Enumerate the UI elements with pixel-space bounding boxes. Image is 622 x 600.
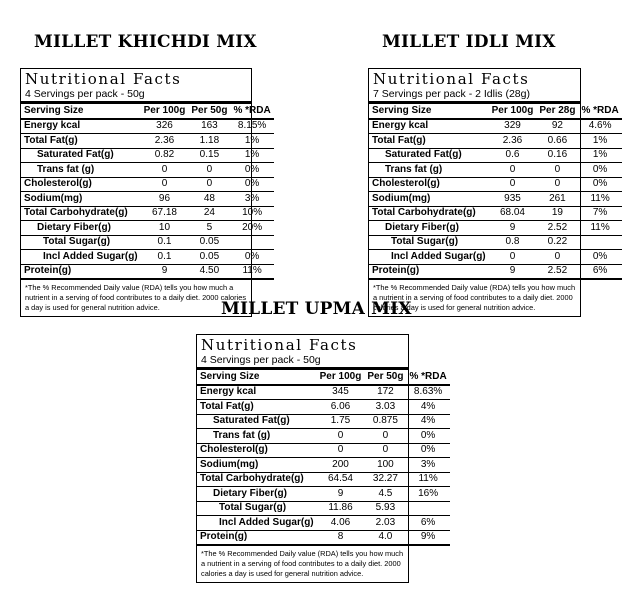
servings-text: 7 Servings per pack - 2 Idlis (28g) [369,88,580,104]
value-per-100g: 2.36 [489,134,537,149]
value-per-serving: 48 [188,192,230,207]
nutrient-label: Total Fat(g) [21,134,141,149]
value-rda: 1% [578,134,621,149]
footnote: *The % Recommended Daily value (RDA) tells you how much a nutrient in a serving of food contributes to a daily diet. 2000 calories a day is used for general nutrition advice. [25,283,247,312]
nutrient-label: Energy kcal [21,119,141,134]
table-row [369,192,622,207]
footnote: *The % Recommended Daily value (RDA) tells you how much a nutrient in a serving of food contributes to a daily diet. 2000 calories a day is used for general nutrition advice. [373,283,576,312]
nutrient-label: Energy kcal [369,119,489,134]
value-per-serving: 0.875 [364,414,406,429]
table-row [197,385,450,400]
value-per-100g: 0.1 [141,235,189,250]
value-rda [406,501,449,516]
value-rda: 0% [230,177,273,192]
table-row [197,400,450,415]
value-rda: 10% [230,206,273,221]
nutrient-label: Total Carbohydrate(g) [21,206,141,221]
value-per-serving: 4.5 [364,487,406,502]
nutrient-label: Saturated Fat(g) [21,148,141,163]
value-rda: 3% [406,458,449,473]
nutrition-table [21,104,274,280]
table-row [21,134,274,149]
value-rda: 11% [578,221,621,236]
table-row [21,163,274,178]
nutrition-panel-idli [368,68,619,317]
nutrient-label: Protein(g) [197,530,317,545]
value-rda: 8.15% [230,119,273,134]
col-header-label: Serving Size [21,104,141,119]
value-rda: 0% [406,429,449,444]
value-per-serving: 0.16 [536,148,578,163]
value-per-serving: 0 [364,429,406,444]
nutrient-label: Saturated Fat(g) [369,148,489,163]
value-rda [230,235,273,250]
value-rda: 4.6% [578,119,621,134]
value-per-serving: 32.27 [364,472,406,487]
product-title-khichdi: MILLET KHICHDI MIX [34,32,257,52]
panel-heading: Nutritional Facts [201,336,358,354]
nutrient-label: Total Sugar(g) [369,235,489,250]
nutrient-label: Trans fat (g) [197,429,317,444]
table-row [21,206,274,221]
value-per-serving: 0 [536,250,578,265]
value-rda: 11% [230,264,273,279]
col-header-rda: % *RDA [578,104,621,119]
table-row [197,429,450,444]
nutrient-label: Sodium(mg) [197,458,317,473]
nutrient-label: Total Carbohydrate(g) [197,472,317,487]
nutrient-label: Trans fat (g) [369,163,489,178]
table-row [369,250,622,265]
nutrient-label: Total Sugar(g) [197,501,317,516]
panel-heading: Nutritional Facts [25,70,182,88]
col-header-per-serving: Per 50g [188,104,230,119]
table-row [21,235,274,250]
nutrition-panel-upma [196,334,447,583]
value-per-100g: 329 [489,119,537,134]
nutrition-table [197,370,450,546]
col-header-per100g: Per 100g [317,370,365,385]
value-per-serving: 24 [188,206,230,221]
value-per-100g: 0 [317,443,365,458]
value-per-serving: 163 [188,119,230,134]
value-per-serving: 4.0 [364,530,406,545]
value-rda: 20% [230,221,273,236]
panel-heading: Nutritional Facts [373,70,530,88]
col-header-rda: % *RDA [406,370,449,385]
value-per-100g: 9 [489,221,537,236]
value-rda: 0% [406,443,449,458]
value-per-serving: 172 [364,385,406,400]
product-title-idli: MILLET IDLI MIX [382,32,556,52]
nutrient-label: Trans fat (g) [21,163,141,178]
nutrient-label: Total Sugar(g) [21,235,141,250]
value-per-serving: 1.18 [188,134,230,149]
value-per-100g: 11.86 [317,501,365,516]
value-per-100g: 0 [489,163,537,178]
nutrient-label: Saturated Fat(g) [197,414,317,429]
value-rda: 16% [406,487,449,502]
value-per-serving: 0 [536,177,578,192]
value-rda: 8.63% [406,385,449,400]
value-per-serving: 0 [364,443,406,458]
table-row [197,414,450,429]
footnote: *The % Recommended Daily value (RDA) tells you how much a nutrient in a serving of food contributes to a daily diet. 2000 calories a day is used for general nutrition advice. [201,549,404,578]
value-per-serving: 0.15 [188,148,230,163]
servings-text: 4 Servings per pack - 50g [21,88,251,104]
value-rda: 11% [578,192,621,207]
value-per-100g: 0 [317,429,365,444]
table-row [197,501,450,516]
value-per-100g: 200 [317,458,365,473]
nutrient-label: Dietary Fiber(g) [197,487,317,502]
value-rda: 4% [406,414,449,429]
value-per-serving: 5 [188,221,230,236]
table-row [21,148,274,163]
value-per-serving: 0 [536,163,578,178]
table-row [369,163,622,178]
value-per-serving: 3.03 [364,400,406,415]
value-per-serving: 92 [536,119,578,134]
value-rda: 0% [230,163,273,178]
product-title-upma: MILLET UPMA MIX [221,299,412,319]
value-per-serving: 4.50 [188,264,230,279]
table-row [21,221,274,236]
table-row [369,134,622,149]
value-per-serving: 0.66 [536,134,578,149]
value-per-serving: 0.05 [188,235,230,250]
value-per-serving: 2.52 [536,221,578,236]
nutrient-label: Dietary Fiber(g) [21,221,141,236]
nutrient-label: Incl Added Sugar(g) [197,516,317,531]
value-per-100g: 9 [141,264,189,279]
value-per-serving: 0.22 [536,235,578,250]
table-row [197,458,450,473]
nutrition-panel-khichdi [20,68,271,317]
value-per-100g: 0.6 [489,148,537,163]
nutrient-label: Energy kcal [197,385,317,400]
value-rda: 6% [406,516,449,531]
nutrient-label: Cholesterol(g) [369,177,489,192]
value-per-100g: 68.04 [489,206,537,221]
table-row [21,250,274,265]
table-row [21,192,274,207]
value-rda: 7% [578,206,621,221]
value-per-100g: 1.75 [317,414,365,429]
nutrient-label: Cholesterol(g) [197,443,317,458]
table-row [21,177,274,192]
nutrient-label: Cholesterol(g) [21,177,141,192]
value-per-100g: 326 [141,119,189,134]
nutrient-label: Protein(g) [21,264,141,279]
col-header-per100g: Per 100g [489,104,537,119]
table-row [369,264,622,279]
table-row [197,530,450,545]
value-rda: 3% [230,192,273,207]
value-per-100g: 0 [141,163,189,178]
value-per-100g: 6.06 [317,400,365,415]
value-rda: 11% [406,472,449,487]
col-header-label: Serving Size [197,370,317,385]
value-per-100g: 8 [317,530,365,545]
nutrient-label: Dietary Fiber(g) [369,221,489,236]
value-rda: 6% [578,264,621,279]
table-row [369,148,622,163]
value-per-serving: 261 [536,192,578,207]
value-per-100g: 935 [489,192,537,207]
value-per-serving: 2.52 [536,264,578,279]
value-rda: 1% [578,148,621,163]
value-per-100g: 10 [141,221,189,236]
table-row [369,235,622,250]
nutrient-label: Sodium(mg) [21,192,141,207]
table-row [21,119,274,134]
value-per-100g: 0.1 [141,250,189,265]
table-row [21,264,274,279]
col-header-per100g: Per 100g [141,104,189,119]
nutrient-label: Total Fat(g) [369,134,489,149]
value-per-100g: 345 [317,385,365,400]
nutrient-label: Protein(g) [369,264,489,279]
value-per-100g: 0 [141,177,189,192]
table-row [197,472,450,487]
value-per-100g: 67.18 [141,206,189,221]
value-per-100g: 4.06 [317,516,365,531]
table-row [369,177,622,192]
nutrient-label: Total Carbohydrate(g) [369,206,489,221]
table-row [197,516,450,531]
value-per-serving: 5.93 [364,501,406,516]
value-per-serving: 0.05 [188,250,230,265]
value-per-serving: 0 [188,163,230,178]
col-header-per-serving: Per 50g [364,370,406,385]
value-rda: 1% [230,148,273,163]
nutrient-label: Incl Added Sugar(g) [21,250,141,265]
value-rda: 9% [406,530,449,545]
value-per-100g: 0.82 [141,148,189,163]
col-header-label: Serving Size [369,104,489,119]
nutrient-label: Sodium(mg) [369,192,489,207]
col-header-rda: % *RDA [230,104,273,119]
value-per-serving: 2.03 [364,516,406,531]
value-rda: 0% [578,250,621,265]
value-rda [578,235,621,250]
value-per-serving: 0 [188,177,230,192]
value-rda: 0% [230,250,273,265]
value-per-100g: 0.8 [489,235,537,250]
nutrient-label: Incl Added Sugar(g) [369,250,489,265]
servings-text: 4 Servings per pack - 50g [197,354,408,370]
table-row [369,206,622,221]
table-row [369,221,622,236]
value-per-100g: 2.36 [141,134,189,149]
value-per-serving: 100 [364,458,406,473]
nutrient-label: Total Fat(g) [197,400,317,415]
table-row [369,119,622,134]
nutrition-table [369,104,622,280]
value-rda: 4% [406,400,449,415]
value-per-100g: 9 [489,264,537,279]
value-per-100g: 9 [317,487,365,502]
value-per-100g: 64.54 [317,472,365,487]
value-per-100g: 0 [489,177,537,192]
value-per-100g: 96 [141,192,189,207]
value-per-serving: 19 [536,206,578,221]
value-rda: 1% [230,134,273,149]
table-row [197,443,450,458]
value-per-100g: 0 [489,250,537,265]
table-row [197,487,450,502]
value-rda: 0% [578,177,621,192]
value-rda: 0% [578,163,621,178]
col-header-per-serving: Per 28g [536,104,578,119]
